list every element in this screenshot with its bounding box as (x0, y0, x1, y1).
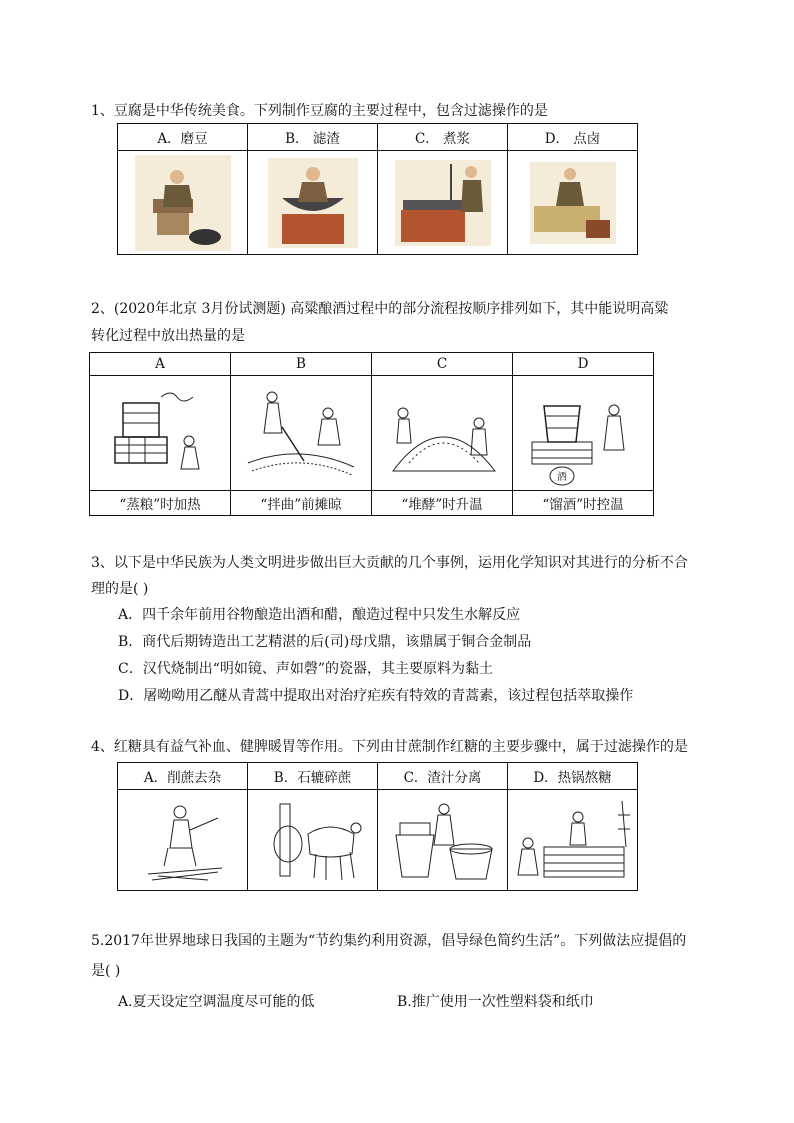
grinding-beans-image (135, 155, 231, 251)
q2-caption-c: “堆酵”时升温 (372, 491, 513, 516)
q3-option-c: C．汉代烧制出“明如镜、声如磬”的瓷器，其主要原料为黏土 (118, 661, 494, 677)
distilling-liquor-image (524, 380, 642, 486)
steaming-grain-image (105, 383, 215, 483)
q1-option-a: A．磨豆 (118, 124, 248, 151)
q1-image-d-cell (508, 151, 638, 255)
q3-option-b: B．商代后期铸造出工艺精湛的后(司)母戊鼎，该鼎属于铜合金制品 (118, 634, 532, 650)
q4-image-b-cell (248, 790, 378, 891)
q4-image-c-cell (378, 790, 508, 891)
q4-image-d-cell (508, 790, 638, 891)
jar-character: 酒 (557, 472, 567, 483)
q1-table (117, 123, 638, 255)
q4-option-d: D．热锅熬糖 (508, 763, 638, 790)
q2-image-d-cell (513, 376, 654, 491)
q1-option-b: B． 滤渣 (248, 124, 378, 151)
q5-stem-line2: 是( ) (91, 963, 121, 979)
q3-stem-line1: 3、以下是中华民族为人类文明进步做出巨大贡献的几个事例，运用化学知识对其进行的分析不合 (91, 555, 688, 571)
q2-header-d: D (513, 353, 654, 376)
q2-caption-a: “蒸粮”时加热 (90, 491, 231, 516)
filtering-residue-image (268, 158, 358, 248)
q1-image-c-cell (378, 151, 508, 255)
spreading-grain-image (242, 383, 360, 483)
q2-image-c-cell (372, 376, 513, 491)
q2-image-a-cell (90, 376, 231, 491)
q4-option-c: C．渣汁分离 (378, 763, 508, 790)
boiling-pulp-image (395, 160, 491, 246)
q2-table (89, 352, 654, 516)
cutting-cane-image (138, 796, 228, 884)
q1-image-b-cell (248, 151, 378, 255)
q3-option-a: A．四千余年前用谷物酿造出酒和醋，酿造过程中只发生水解反应 (118, 607, 521, 623)
q2-caption-d: “馏酒”时控温 (513, 491, 654, 516)
q1-option-c: C． 煮浆 (378, 124, 508, 151)
q2-caption-b: “拌曲”前摊晾 (231, 491, 372, 516)
q5-option-b: B.推广使用一次性塑料袋和纸巾 (397, 994, 594, 1010)
juice-separation-image (388, 795, 498, 885)
q3-stem-line2: 理的是( ) (91, 581, 149, 597)
q2-header-a: A (90, 353, 231, 376)
q2-header-c: C (372, 353, 513, 376)
q1-image-a-cell (118, 151, 248, 255)
q2-stem-line2: 转化过程中放出热量的是 (91, 328, 245, 344)
adding-brine-image (530, 162, 616, 244)
stacking-fermentation-image (383, 383, 501, 483)
q4-stem: 4、红糖具有益气补血、健脾暖胃等作用。下列由甘蔗制作红糖的主要步骤中，属于过滤操作的是 (91, 739, 688, 755)
q2-stem-line1: 2、(2020年北京 3月份试测题) 高粱酿酒过程中的部分流程按顺序排列如下，其中能说明高粱 (91, 301, 669, 317)
q5-stem-line1: 5.2017年世界地球日我国的主题为“节约集约利用资源，倡导绿色简约生活”。下列做法应提倡的 (91, 933, 687, 949)
q4-image-a-cell (118, 790, 248, 891)
stone-roller-image (260, 794, 366, 886)
q1-stem: 1、豆腐是中华传统美食。下列制作豆腐的主要过程中，包含过滤操作的是 (91, 103, 548, 119)
q4-table (117, 762, 638, 891)
q1-option-d: D． 点卤 (508, 124, 638, 151)
q2-header-b: B (231, 353, 372, 376)
q4-option-a: A．削蔗去杂 (118, 763, 248, 790)
boiling-sugar-image (514, 795, 632, 885)
q5-option-a: A.夏天设定空调温度尽可能的低 (118, 994, 315, 1010)
q4-option-b: B．石辘碎蔗 (248, 763, 378, 790)
q3-option-d: D．屠呦呦用乙醚从青蒿中提取出对治疗疟疾有特效的青蒿素，该过程包括萃取操作 (118, 688, 634, 704)
q2-image-b-cell (231, 376, 372, 491)
